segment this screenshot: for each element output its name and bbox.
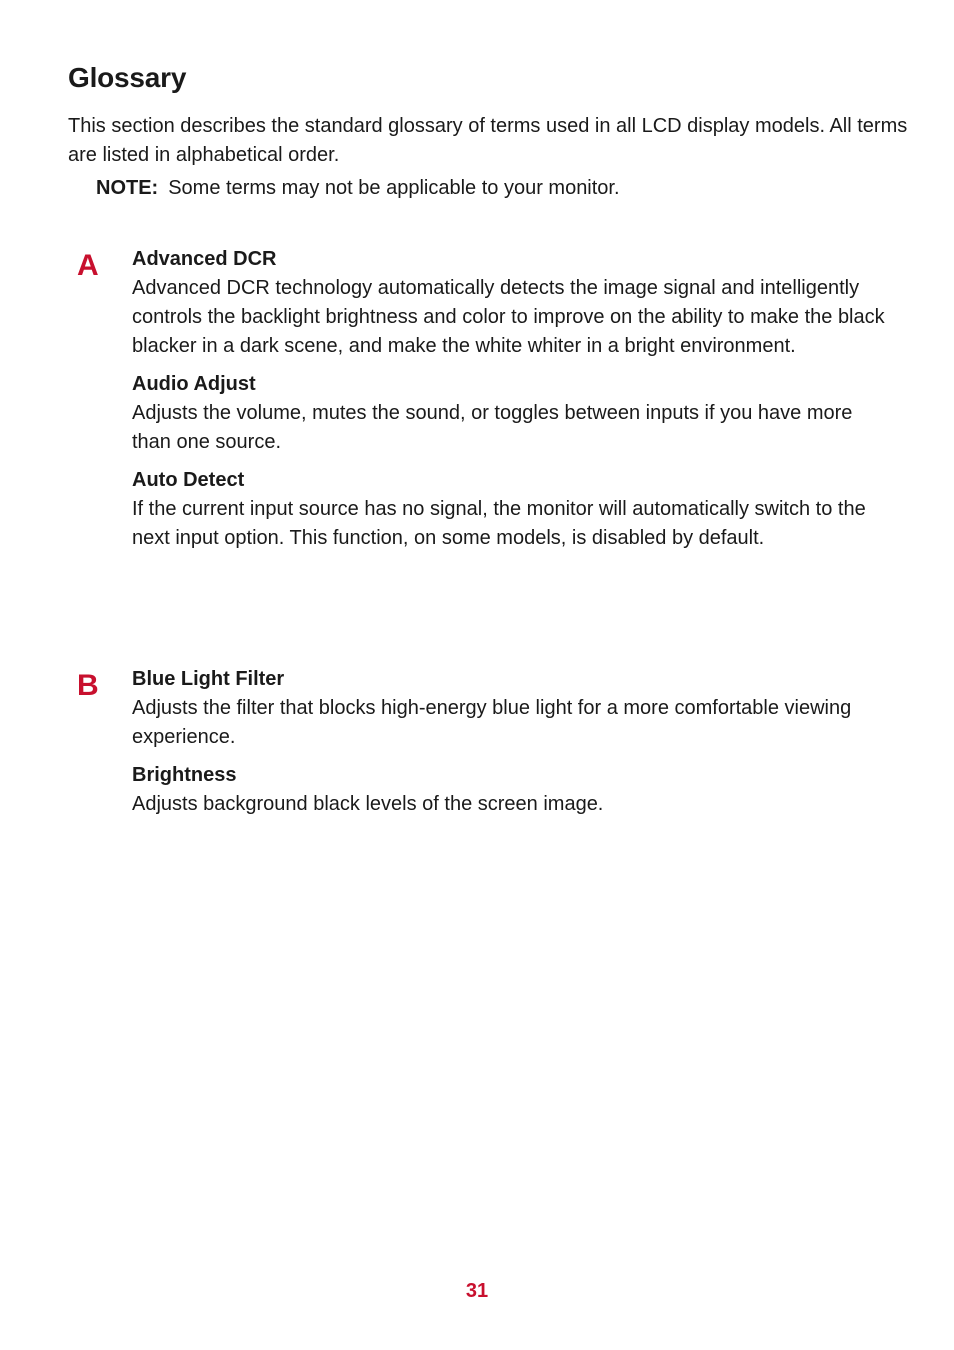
- section-letter-b: B: [77, 669, 99, 702]
- section-letter-a: A: [77, 249, 99, 282]
- glossary-term: Brightness: [132, 764, 237, 786]
- page-title: Glossary: [68, 62, 187, 93]
- glossary-definition: Adjusts background black levels of the screen image.: [132, 793, 604, 815]
- note-text: Some terms may not be applicable to your monitor.: [168, 177, 620, 199]
- glossary-definition: Advanced DCR technology automatically detects the image signal and intelligently controls the backlight brightness and color to improve on the ability to make the black blacker in a dark scene, and make the white whiter in a bright environment.: [132, 277, 885, 357]
- page-number: 31: [465, 1280, 489, 1302]
- section-b: [132, 665, 892, 828]
- section-a: [132, 245, 892, 562]
- glossary-entry: [132, 370, 892, 457]
- note-label: NOTE:: [96, 177, 159, 199]
- glossary-entry: [132, 245, 892, 361]
- glossary-term: Audio Adjust: [132, 373, 256, 395]
- glossary-entry: [132, 466, 892, 553]
- glossary-definition: Adjusts the filter that blocks high-energy blue light for a more comfortable viewing experience.: [132, 697, 852, 748]
- note: [96, 174, 620, 202]
- glossary-definition: Adjusts the volume, mutes the sound, or toggles between inputs if you have more than one source.: [132, 402, 853, 453]
- glossary-definition: If the current input source has no signal, the monitor will automatically switch to the next input option. This function, on some models, is disabled by default.: [132, 498, 866, 549]
- glossary-term: Auto Detect: [132, 469, 245, 491]
- glossary-term: Advanced DCR: [132, 248, 277, 270]
- glossary-entry: [132, 761, 892, 819]
- glossary-entry: [132, 665, 892, 752]
- intro-paragraph: This section describes the standard glossary of terms used in all LCD display models. All terms are listed in alphabetical order.: [68, 115, 908, 166]
- glossary-term: Blue Light Filter: [132, 668, 285, 690]
